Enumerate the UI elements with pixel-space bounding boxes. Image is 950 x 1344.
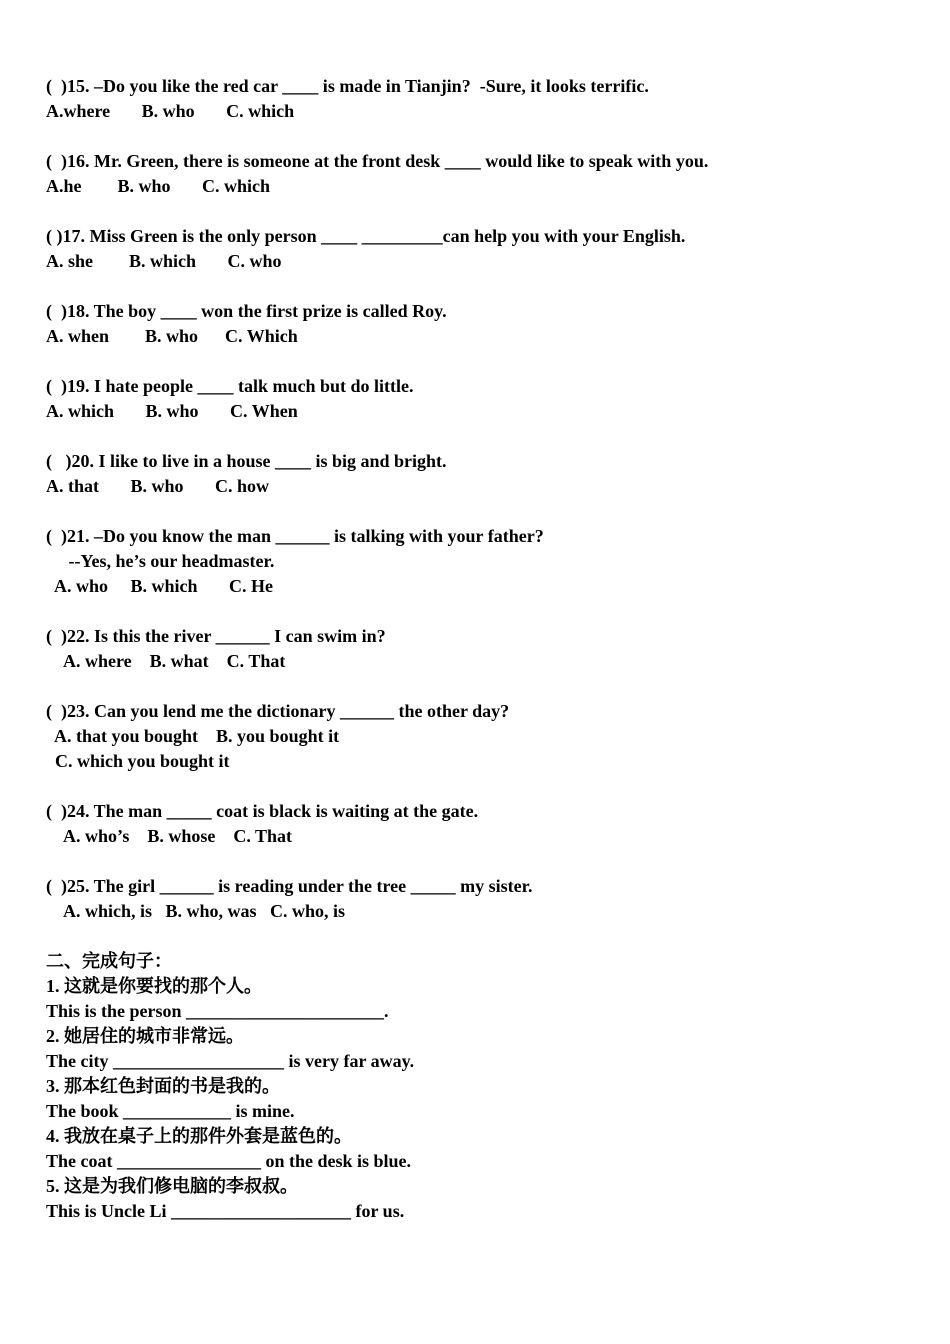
sentence-1-chinese: 1. 这就是你要找的那个人。 — [46, 976, 262, 996]
question-16 — [46, 149, 906, 199]
sentence-3-chinese: 3. 那本红色封面的书是我的。 — [46, 1076, 280, 1096]
answer-options: A. which, is B. who, was C. who, is — [46, 901, 346, 921]
answer-options: A.where B. who C. which — [46, 101, 295, 121]
sentence-5-english: This is Uncle Li ____________________ for us. — [46, 1201, 405, 1221]
question-18 — [46, 299, 906, 349]
question-stem-reply: --Yes, he’s our headmaster. — [46, 551, 275, 571]
answer-options: A. who B. which C. He — [46, 576, 274, 596]
question-stem: ( )20. I like to live in a house ____ is big and bright. — [46, 451, 447, 471]
answer-options: A. she B. which C. who — [46, 251, 282, 271]
question-stem: ( )17. Miss Green is the only person ____ _________can help you with your English. — [46, 226, 686, 246]
answer-options-cont: C. which you bought it — [46, 751, 230, 771]
question-stem: ( )15. –Do you like the red car ____ is made in Tianjin? -Sure, it looks terrific. — [46, 76, 649, 96]
question-25 — [46, 874, 906, 924]
answer-options: A. who’s B. whose C. That — [46, 826, 293, 846]
sentence-2-english: The city ___________________ is very far away. — [46, 1051, 415, 1071]
question-17 — [46, 224, 906, 274]
question-stem: ( )24. The man _____ coat is black is waiting at the gate. — [46, 801, 479, 821]
question-stem: ( )16. Mr. Green, there is someone at the front desk ____ would like to speak with you. — [46, 151, 709, 171]
question-stem: ( )21. –Do you know the man ______ is talking with your father? — [46, 526, 544, 546]
worksheet-page — [46, 74, 906, 1224]
question-15 — [46, 74, 906, 124]
answer-options: A. which B. who C. When — [46, 401, 298, 421]
answer-options: A. where B. what C. That — [46, 651, 286, 671]
question-22 — [46, 624, 906, 674]
section-heading: 二、完成句子： — [46, 951, 172, 971]
section-complete-sentences — [46, 949, 906, 1224]
sentence-3-english: The book ____________ is mine. — [46, 1101, 295, 1121]
sentence-4-english: The coat ________________ on the desk is blue. — [46, 1151, 412, 1171]
question-24 — [46, 799, 906, 849]
sentence-5-chinese: 5. 这是为我们修电脑的李叔叔。 — [46, 1176, 298, 1196]
question-20 — [46, 449, 906, 499]
question-19 — [46, 374, 906, 424]
question-stem: ( )22. Is this the river ______ I can swim in? — [46, 626, 386, 646]
question-23 — [46, 699, 906, 774]
answer-options: A. that you bought B. you bought it — [46, 726, 340, 746]
question-stem: ( )25. The girl ______ is reading under the tree _____ my sister. — [46, 876, 533, 896]
question-stem: ( )19. I hate people ____ talk much but do little. — [46, 376, 414, 396]
sentence-4-chinese: 4. 我放在桌子上的那件外套是蓝色的。 — [46, 1126, 352, 1146]
question-stem: ( )18. The boy ____ won the first prize is called Roy. — [46, 301, 447, 321]
answer-options: A. when B. who C. Which — [46, 326, 298, 346]
answer-options: A. that B. who C. how — [46, 476, 270, 496]
question-stem: ( )23. Can you lend me the dictionary ______ the other day? — [46, 701, 510, 721]
sentence-2-chinese: 2. 她居住的城市非常远。 — [46, 1026, 244, 1046]
question-21 — [46, 524, 906, 599]
answer-options: A.he B. who C. which — [46, 176, 271, 196]
sentence-1-english: This is the person ______________________. — [46, 1001, 389, 1021]
